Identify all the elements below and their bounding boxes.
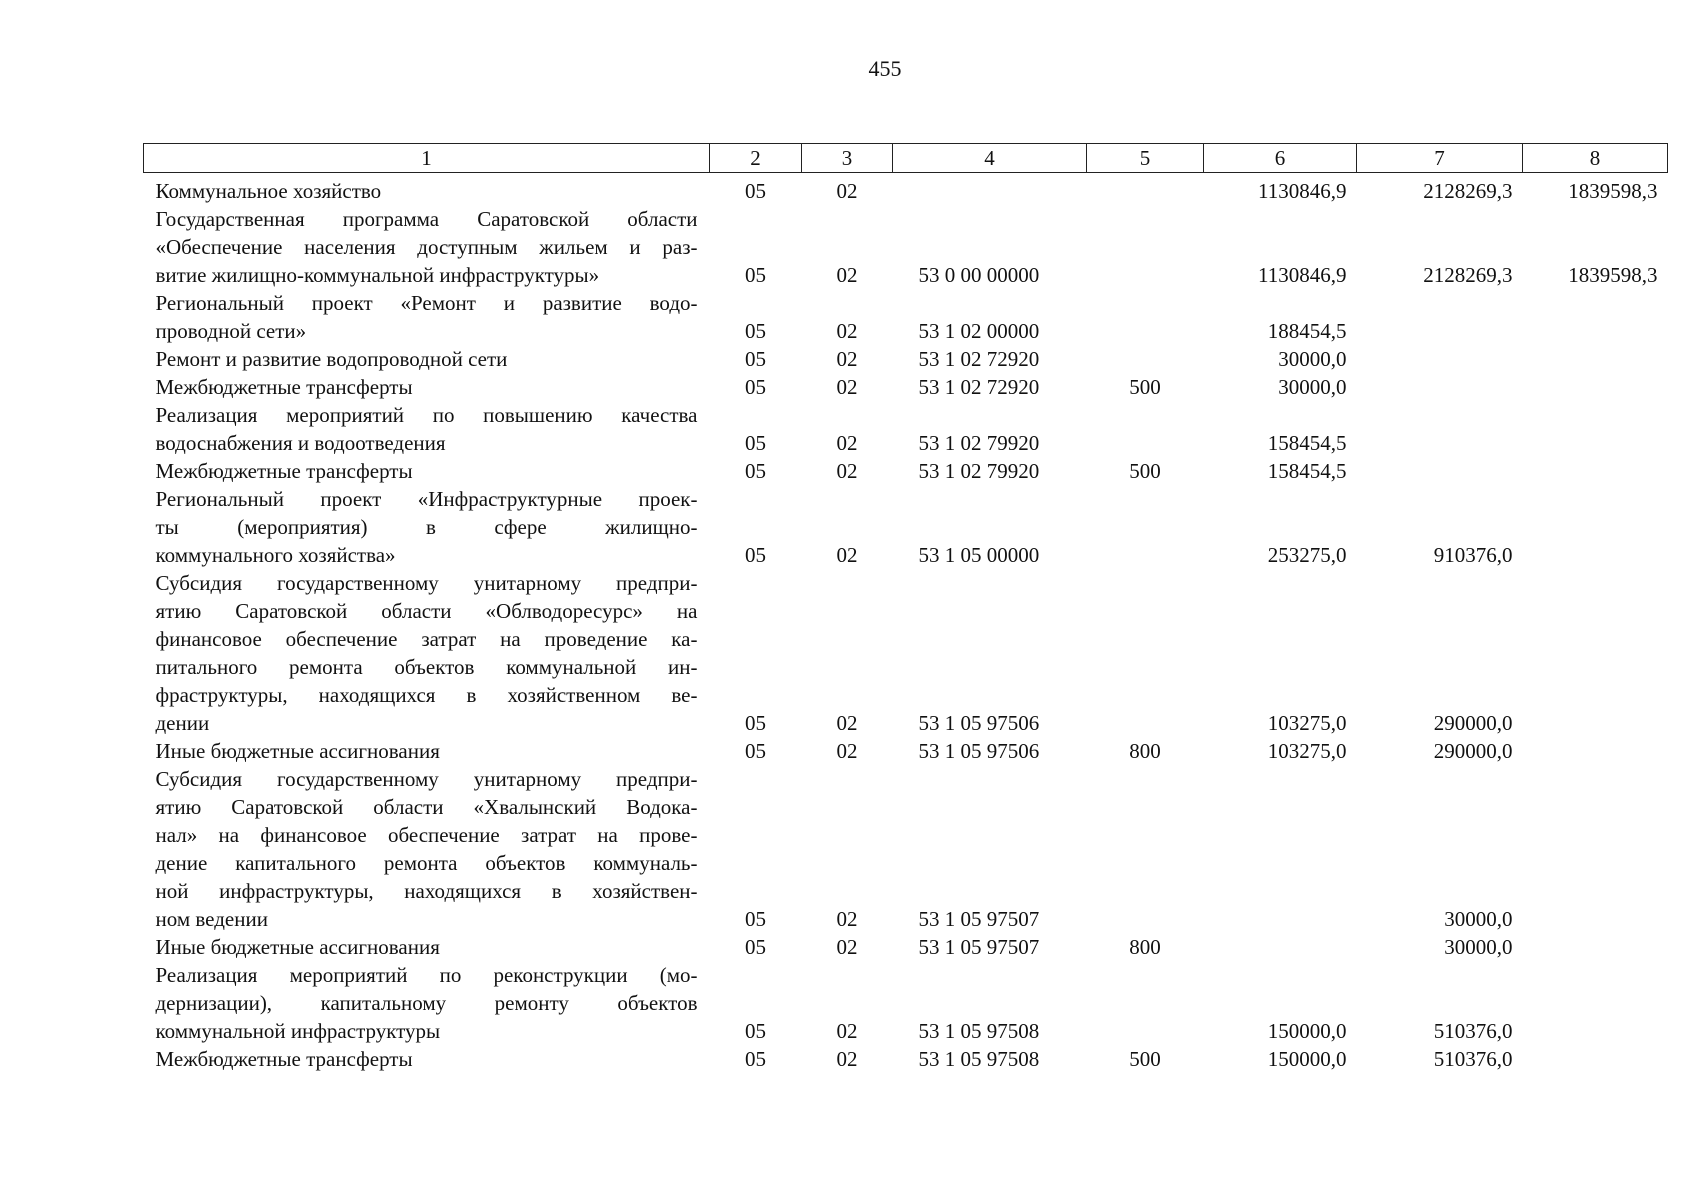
subsection-code: 02 [836,318,858,343]
subsection-code: 02 [836,430,858,455]
amount-col-6 [1204,933,1357,961]
expense-type-code [1087,401,1204,457]
header-cell: 2 [710,144,802,173]
amount-col-7 [1357,373,1523,401]
section-code: 05 [745,1046,766,1071]
table-row [144,373,1668,401]
expense-type-code: 800 [1129,738,1161,763]
subsection-code: 02 [836,374,858,399]
row-name-line: Субсидия государственному унитарному предпри- [155,570,698,595]
row-name [144,457,710,485]
section-code: 05 [745,374,766,399]
amount-col-7: 2128269,3 [1423,178,1513,203]
amount-col-6: 253275,0 [1267,542,1347,567]
row-name-line: ном ведении [155,906,268,931]
row-name-line: водоснабжения и водоотведения [155,430,446,455]
row-name-line: дение капитального ремонта объектов коммуналь- [155,850,698,875]
section-code: 05 [745,906,766,931]
amount-col-8 [1523,345,1668,373]
row-name-line: дернизации), капитальному ремонту объектов [155,990,698,1015]
amount-col-7 [1357,345,1523,373]
section-code: 05 [745,458,766,483]
amount-col-8 [1523,373,1668,401]
table-row [144,1045,1668,1073]
row-name-line: фраструктуры, находящихся в хозяйственном ве- [155,682,698,707]
target-article-code: 53 0 00 00000 [918,262,1040,287]
row-name-line: ятию Саратовской области «Облводоресурс» на [155,598,698,623]
amount-col-7 [1357,289,1523,345]
table-body [144,173,1668,1073]
row-name [144,1045,710,1073]
amount-col-6 [1204,765,1357,933]
amount-col-6: 188454,5 [1267,318,1347,343]
amount-col-8: 1839598,3 [1568,178,1658,203]
row-name-line: Межбюджетные трансферты [155,1046,413,1071]
target-article-code: 53 1 02 72920 [918,346,1040,371]
section-code: 05 [745,430,766,455]
amount-col-8 [1523,1045,1668,1073]
section-code: 05 [745,542,766,567]
row-name [144,289,710,345]
subsection-code: 02 [836,906,858,931]
amount-col-7: 2128269,3 [1423,262,1513,287]
target-article-code: 53 1 05 97507 [918,934,1040,959]
header-cell: 4 [893,144,1087,173]
subsection-code: 02 [836,458,858,483]
row-name-line: Региональный проект «Ремонт и развитие водо- [155,290,698,315]
subsection-code: 02 [836,934,858,959]
row-name-line: Ремонт и развитие водопроводной сети [155,346,508,371]
row-name-line: Реализация мероприятий по реконструкции (мо- [155,962,698,987]
header-cell: 1 [144,144,710,173]
amount-col-6: 150000,0 [1267,1018,1347,1043]
amount-col-6: 158454,5 [1267,430,1347,455]
row-name-line: коммунального хозяйства» [155,542,396,567]
amount-col-6: 158454,5 [1267,458,1347,483]
expense-type-code [1087,485,1204,569]
row-name [144,205,710,289]
expense-type-code [1087,961,1204,1045]
row-name-line: коммунальной инфраструктуры [155,1018,441,1043]
expense-type-code: 500 [1129,1046,1161,1071]
table-row [144,401,1668,457]
row-name [144,961,710,1045]
subsection-code: 02 [836,178,858,203]
table-row [144,569,1668,737]
table-row [144,173,1668,205]
row-name-line: «Обеспечение населения доступным жильем и раз- [155,234,698,259]
table-row [144,345,1668,373]
subsection-code: 02 [836,542,858,567]
expense-type-code [1087,765,1204,933]
target-article-code: 53 1 05 97508 [918,1046,1040,1071]
expense-type-code: 500 [1129,458,1161,483]
section-code: 05 [745,346,766,371]
row-name-line: Коммунальное хозяйство [155,178,382,203]
row-name-line: Реализация мероприятий по повышению качества [155,402,698,427]
row-name [144,173,710,205]
amount-col-6: 30000,0 [1278,374,1347,399]
target-article-code: 53 1 02 79920 [918,458,1040,483]
amount-col-7: 290000,0 [1433,738,1513,763]
target-article-code: 53 1 05 97506 [918,738,1040,763]
subsection-code: 02 [836,346,858,371]
row-name-line: ты (мероприятия) в сфере жилищно- [155,514,698,539]
target-article-code: 53 1 02 79920 [918,430,1040,455]
amount-col-8 [1523,737,1668,765]
expense-type-code [1087,569,1204,737]
table-row [144,933,1668,961]
row-name-line: витие жилищно-коммунальной инфраструктуры» [155,262,600,287]
section-code: 05 [745,710,766,735]
table-row [144,737,1668,765]
row-name [144,765,710,933]
amount-col-6: 150000,0 [1267,1046,1347,1071]
amount-col-7: 30000,0 [1444,934,1513,959]
row-name-line: Иные бюджетные ассигнования [155,934,440,959]
amount-col-6: 103275,0 [1267,710,1347,735]
amount-col-8 [1523,933,1668,961]
expense-type-code: 800 [1129,934,1161,959]
subsection-code: 02 [836,710,858,735]
table-header-row [144,144,1668,173]
amount-col-7: 910376,0 [1433,542,1513,567]
row-name-line: питального ремонта объектов коммунальной ин- [155,654,698,679]
header-cell: 7 [1357,144,1523,173]
row-name [144,569,710,737]
row-name-line: нал» на финансовое обеспечение затрат на прове- [155,822,698,847]
target-article-code: 53 1 02 00000 [918,318,1040,343]
row-name [144,401,710,457]
subsection-code: 02 [836,1018,858,1043]
header-cell: 6 [1204,144,1357,173]
table-row [144,765,1668,933]
target-article-code: 53 1 05 97506 [918,710,1040,735]
table-row [144,961,1668,1045]
expense-type-code [1087,205,1204,289]
row-name-line: Региональный проект «Инфраструктурные проек- [155,486,698,511]
amount-col-7 [1357,457,1523,485]
amount-col-8: 1839598,3 [1568,262,1658,287]
row-name-line: Межбюджетные трансферты [155,374,413,399]
row-name [144,345,710,373]
amount-col-7: 290000,0 [1433,710,1513,735]
amount-col-8 [1523,961,1668,1045]
amount-col-8 [1523,401,1668,457]
amount-col-6: 30000,0 [1278,346,1347,371]
expense-type-code [1087,345,1204,373]
row-name-line: проводной сети» [155,318,307,343]
subsection-code: 02 [836,1046,858,1071]
amount-col-7 [1357,401,1523,457]
amount-col-6: 103275,0 [1267,738,1347,763]
table-row [144,457,1668,485]
section-code: 05 [745,1018,766,1043]
expense-type-code [1087,289,1204,345]
target-article-code: 53 1 05 97508 [918,1018,1040,1043]
row-name [144,737,710,765]
row-name-line: Иные бюджетные ассигнования [155,738,440,763]
target-article-code [893,173,1087,205]
amount-col-8 [1523,485,1668,569]
target-article-code: 53 1 05 00000 [918,542,1040,567]
row-name [144,485,710,569]
header-cell: 5 [1087,144,1204,173]
row-name [144,933,710,961]
amount-col-8 [1523,289,1668,345]
section-code: 05 [745,934,766,959]
subsection-code: 02 [836,262,858,287]
expense-type-code: 500 [1129,374,1161,399]
row-name [144,373,710,401]
amount-col-7: 510376,0 [1433,1046,1513,1071]
amount-col-6: 1130846,9 [1258,178,1347,203]
amount-col-6: 1130846,9 [1258,262,1347,287]
amount-col-8 [1523,569,1668,737]
subsection-code: 02 [836,738,858,763]
budget-table [143,143,1668,1073]
amount-col-8 [1523,765,1668,933]
section-code: 05 [745,262,766,287]
table-row [144,289,1668,345]
target-article-code: 53 1 05 97507 [918,906,1040,931]
section-code: 05 [745,318,766,343]
row-name-line: ятию Саратовской области «Хвалынский Водока- [155,794,698,819]
section-code: 05 [745,738,766,763]
table-row [144,485,1668,569]
table-row [144,205,1668,289]
row-name-line: Субсидия государственному унитарному предпри- [155,766,698,791]
amount-col-7: 510376,0 [1433,1018,1513,1043]
expense-type-code [1087,173,1204,205]
header-cell: 8 [1523,144,1668,173]
row-name-line: дении [155,710,210,735]
section-code: 05 [745,178,766,203]
row-name-line: ной инфраструктуры, находящихся в хозяйствен- [155,878,698,903]
row-name-line: финансовое обеспечение затрат на проведение ка- [155,626,698,651]
row-name-line: Государственная программа Саратовской области [155,206,698,231]
amount-col-8 [1523,457,1668,485]
page-number: 455 [868,56,902,81]
target-article-code: 53 1 02 72920 [918,374,1040,399]
header-cell: 3 [802,144,893,173]
amount-col-7: 30000,0 [1444,906,1513,931]
row-name-line: Межбюджетные трансферты [155,458,413,483]
